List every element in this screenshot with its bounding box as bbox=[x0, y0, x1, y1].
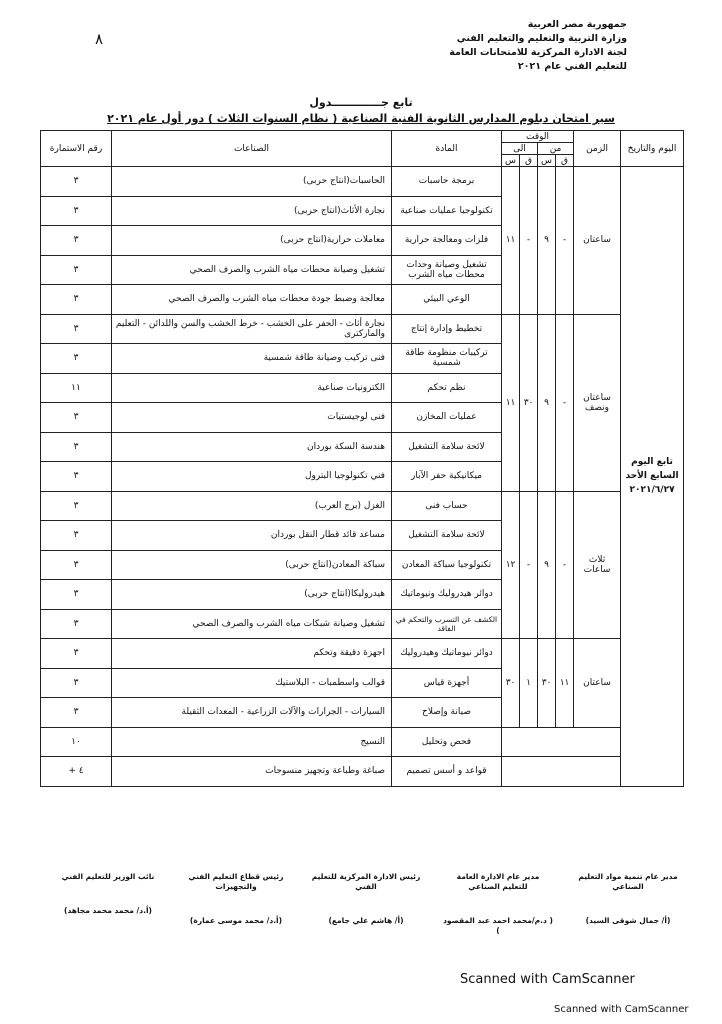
form-number-cell: ٣ bbox=[41, 550, 112, 580]
subject-cell: تشغيل وصيانة وحدات محطات مياه الشرب bbox=[392, 255, 502, 285]
header-from-q: ق bbox=[556, 155, 574, 167]
industries-cell: هندسة السكة بوردان bbox=[112, 432, 392, 462]
subject-cell: عمليات المخازن bbox=[392, 403, 502, 433]
industries-cell: نجارة أثاث - الحفر على الخشب - خرط الخشب والسن واللدائن - التعليم والماركترى bbox=[112, 314, 392, 344]
header-subject: المادة bbox=[392, 131, 502, 167]
from-s-cell: ٩ bbox=[538, 491, 556, 639]
subject-cell: لائحة سلامة التشغيل bbox=[392, 521, 502, 551]
industries-cell: فنى تركيب وصيانة طاقة شمسية bbox=[112, 344, 392, 374]
industries-cell: الكترونيات صناعية bbox=[112, 373, 392, 403]
header-to-s: س bbox=[502, 155, 520, 167]
header-line: لجنة الادارة المركزية للامتحانات العامة bbox=[449, 47, 627, 58]
subject-cell: دوائر هيدروليك ونيوماتيك bbox=[392, 580, 502, 610]
empty-time-cell bbox=[502, 757, 621, 787]
subject-cell: فحص وتحليل bbox=[392, 727, 502, 757]
signature-title: نائب الوزير للتعليم الفني bbox=[61, 872, 155, 881]
subject-cell: حساب فنى bbox=[392, 491, 502, 521]
industries-cell: تشغيل وصيانة شبكات مياه الشرب والصرف الصحي bbox=[112, 609, 392, 639]
industries-cell: اجهزة دقيقة وتحكم bbox=[112, 639, 392, 669]
subject-cell: برمجة حاسبات bbox=[392, 167, 502, 197]
signature-name: (أ.د/ محمد محمد مجاهد) bbox=[64, 906, 152, 915]
form-number-cell: ٣ bbox=[41, 226, 112, 256]
industries-cell: مساعد قائد قطار النقل بوردان bbox=[112, 521, 392, 551]
header-from-s: س bbox=[538, 155, 556, 167]
header-time: الوقت bbox=[502, 131, 574, 143]
from-s-cell: ٩ bbox=[538, 314, 556, 491]
form-number-cell: ٣ bbox=[41, 491, 112, 521]
form-number-cell: ٣ bbox=[41, 698, 112, 728]
form-number-cell: ٣ bbox=[41, 167, 112, 197]
signature-block bbox=[443, 872, 553, 936]
form-number-cell: ٣ bbox=[41, 344, 112, 374]
form-number-cell: ٣ bbox=[41, 432, 112, 462]
form-number-cell: ٣ bbox=[41, 668, 112, 698]
header-to-q: ق bbox=[520, 155, 538, 167]
duration-cell: ساعتان bbox=[574, 639, 621, 728]
day-date-cell: تابع اليوم السابع الأحد ٢٠٢١/٦/٢٧ bbox=[621, 167, 684, 787]
from-q-cell: - bbox=[556, 491, 574, 639]
from-q-cell: - bbox=[556, 167, 574, 315]
subject-cell: تكنولوجيا عمليات صناعية bbox=[392, 196, 502, 226]
header-to: الى bbox=[502, 143, 538, 155]
empty-time-cell bbox=[502, 727, 621, 757]
header-industries: الصناعات bbox=[112, 131, 392, 167]
from-q-cell: ١١ bbox=[556, 639, 574, 728]
subject-cell: لائحة سلامة التشغيل bbox=[392, 432, 502, 462]
to-s-cell: ١٢ bbox=[502, 491, 520, 639]
subject-cell: أجهزة قياس bbox=[392, 668, 502, 698]
signature-title: مدير عام الادارة العامة للتعليم الصناعي bbox=[456, 872, 540, 891]
industries-cell: الغزل (برج العرب) bbox=[112, 491, 392, 521]
industries-cell: صباغة وطباعة وتجهيز منسوجات bbox=[112, 757, 392, 787]
duration-cell: ساعتان ونصف bbox=[574, 314, 621, 491]
subject-cell: قواعد و أسس تصميم bbox=[392, 757, 502, 787]
header-line: وزارة التربية والتعليم والتعليم الفني bbox=[456, 33, 627, 44]
subject-cell: الوعي البيئي bbox=[392, 285, 502, 315]
duration-cell: ثلاث ساعات bbox=[574, 491, 621, 639]
form-number-cell: ٣ bbox=[41, 255, 112, 285]
document-subtitle: سير امتحان دبلوم المدارس الثانوية الفنية الصناعية ( نظام السنوات الثلاث ) دور أول عام ٢٠٢١ bbox=[107, 112, 615, 125]
header-form-number: رقم الاستمارة bbox=[41, 131, 112, 167]
exam-schedule-table bbox=[40, 130, 684, 787]
form-number-cell: ٣ bbox=[41, 639, 112, 669]
page-number: ٨ bbox=[95, 30, 104, 48]
scanner-watermark: Scanned with CamScanner bbox=[460, 972, 635, 987]
form-number-cell: ١٠ bbox=[41, 727, 112, 757]
industries-cell: هيدروليكا(انتاج حربى) bbox=[112, 580, 392, 610]
industries-cell: معالجة وضبط جودة محطات مياه الشرب والصرف الصحي bbox=[112, 285, 392, 315]
form-number-cell: ١١ bbox=[41, 373, 112, 403]
signature-block bbox=[573, 872, 683, 926]
industries-cell: السيارات - الجرارات والآلات الزراعية - المعدات الثقيلة bbox=[112, 698, 392, 728]
header-day-date: اليوم والتاريخ bbox=[621, 131, 684, 167]
header-line: جمهورية مصر العربية bbox=[527, 19, 627, 30]
to-q-cell: - bbox=[520, 491, 538, 639]
form-number-cell: ٤ + bbox=[41, 757, 112, 787]
signature-name: (أ/ جمال شوقى السيد) bbox=[585, 916, 671, 925]
subject-cell: دوائر نيوماتيك وهيدروليك bbox=[392, 639, 502, 669]
header-duration: الزمن bbox=[574, 131, 621, 167]
industries-cell: نجارة الأثاث(انتاج حربى) bbox=[112, 196, 392, 226]
form-number-cell: ٣ bbox=[41, 462, 112, 492]
from-q-cell: - bbox=[556, 314, 574, 491]
to-q-cell: ١ bbox=[520, 639, 538, 728]
form-number-cell: ٣ bbox=[41, 403, 112, 433]
from-s-cell: ٩ bbox=[538, 167, 556, 315]
subject-cell: تركيبات منظومة طاقة شمسية bbox=[392, 344, 502, 374]
signature-name: (أ/ هاشم علي جامع) bbox=[328, 916, 404, 925]
form-number-cell: ٣ bbox=[41, 521, 112, 551]
subject-cell: فلزات ومعالجة حرارية bbox=[392, 226, 502, 256]
header-line: للتعليم الفني عام ٢٠٢١ bbox=[517, 61, 627, 72]
to-q-cell: - bbox=[520, 167, 538, 315]
from-s-cell: ٣٠ bbox=[538, 639, 556, 728]
form-number-cell: ٣ bbox=[41, 285, 112, 315]
signature-block bbox=[181, 872, 291, 926]
subject-cell: صيانة وإصلاح bbox=[392, 698, 502, 728]
industries-cell: فنى لوجيستيات bbox=[112, 403, 392, 433]
industries-cell: قوالب واسطمبات - البلاستيك bbox=[112, 668, 392, 698]
signature-block bbox=[53, 872, 163, 916]
to-s-cell: ١١ bbox=[502, 167, 520, 315]
signature-name: (أ.د/ محمد موسى عمارة) bbox=[189, 916, 283, 925]
industries-cell: الحاسبات(انتاج حربى) bbox=[112, 167, 392, 197]
subject-cell: تخطيط وإدارة إنتاج bbox=[392, 314, 502, 344]
signature-name: ( د.م/محمد احمد عبد المقصود ) bbox=[443, 916, 553, 935]
subject-cell: ميكانيكية حفر الآبار bbox=[392, 462, 502, 492]
subject-cell: تكنولوجيا سباكة المعادن bbox=[392, 550, 502, 580]
industries-cell: معاملات حرارية(انتاج حربى) bbox=[112, 226, 392, 256]
form-number-cell: ٣ bbox=[41, 314, 112, 344]
to-s-cell: ١١ bbox=[502, 314, 520, 491]
industries-cell: النسيج bbox=[112, 727, 392, 757]
duration-cell: ساعتان bbox=[574, 167, 621, 315]
scanner-watermark-small: Scanned with CamScanner bbox=[554, 1004, 689, 1015]
form-number-cell: ٣ bbox=[41, 609, 112, 639]
industries-cell: فني تكنولوجيا البترول bbox=[112, 462, 392, 492]
ministry-header bbox=[427, 18, 627, 74]
form-number-cell: ٣ bbox=[41, 196, 112, 226]
signature-block bbox=[311, 872, 421, 926]
to-s-cell: ٣٠ bbox=[502, 639, 520, 728]
header-from: من bbox=[538, 143, 574, 155]
document-title: تابع جـــــــــــــدول bbox=[309, 96, 413, 109]
subject-cell: نظم تحكم bbox=[392, 373, 502, 403]
to-q-cell: ٣٠ bbox=[520, 314, 538, 491]
form-number-cell: ٣ bbox=[41, 580, 112, 610]
subject-cell: الكشف عن التسرب والتحكم في الفاقد bbox=[392, 609, 502, 639]
signature-title: مدير عام تنمية مواد التعليم الصناعي bbox=[578, 872, 678, 891]
signature-title: رئيس الادارة المركزية للتعليم الفني bbox=[311, 872, 421, 891]
industries-cell: سباكة المعادن(انتاج حربى) bbox=[112, 550, 392, 580]
signature-title: رئيس قطاع التعليم الفني والتجهيزات bbox=[188, 872, 284, 891]
industries-cell: تشغيل وصيانة محطات مياه الشرب والصرف الصحي bbox=[112, 255, 392, 285]
